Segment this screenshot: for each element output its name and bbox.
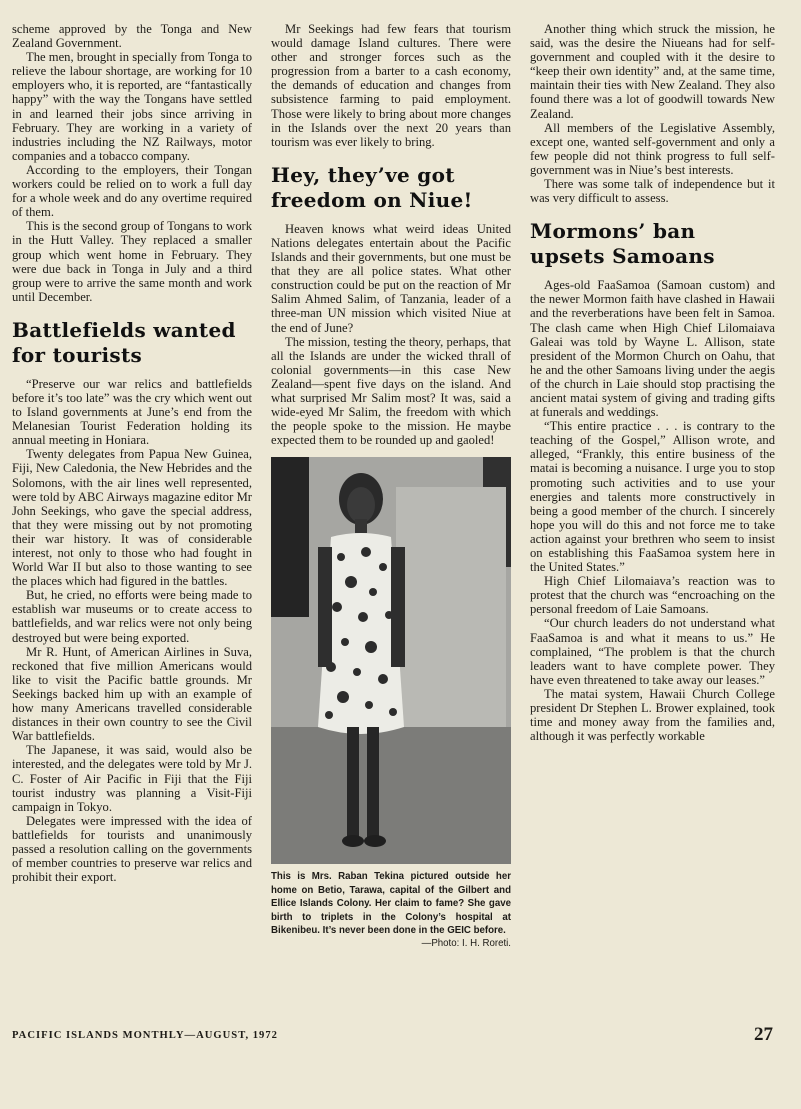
article-paragraph: There was some talk of independence but it was very difficult to assess. bbox=[530, 177, 775, 206]
article-paragraph: The Japanese, it was said, would also be interested, and the delegates were told by Mr J. C. Foster of Air Pacific in Fiji that the Fiji tourist industry was planning a Visit-Fiji campaign in Tokyo. bbox=[12, 743, 252, 814]
article-paragraph: Twenty delegates from Papua New Guinea, Fiji, New Caledonia, the New Hebrides and the Solomons, with the air lines well represented, were told by ABC Airways magazine editor Mr John Seekings, who gave the special address, that they were missing out by not promoting their war history. It was of considerable interest, not only to those who had fought in World War II but also to those wanting to see the places which had figured in the battles. bbox=[12, 447, 252, 589]
headline-mormons: Mormons’ ban upsets Samoans bbox=[530, 219, 715, 269]
footer-publication: PACIFIC ISLANDS MONTHLY—AUGUST, 1972 bbox=[12, 1030, 278, 1041]
article-paragraph: “Preserve our war relics and battlefields before it’s too late” was the cry which went out to Island governments at June’s end from the Melanesian Tourist Federation holding its annual meeting in Honiara. bbox=[12, 376, 252, 448]
article-paragraph: Another thing which struck the mission, he said, was the desire the Niueans had for self-government and coupled with it the desire to “keep their own identity” and, at the same time, maintain their ties with New Zealand. They also found there was a lot of goodwill towards New Zealand. bbox=[530, 22, 775, 121]
article-paragraph: According to the employers, their Tongan workers could be relied on to work a full day for a whole week and do any overtime required of them. bbox=[12, 162, 252, 220]
article-paragraph: Mr R. Hunt, of American Airlines in Suva, reckoned that five million Americans would like to visit the Pacific battle grounds. Mr Seekings backed him up with an example of how many Americans travelled considerable distances in their own country to see the Civil War battlefields. bbox=[12, 644, 252, 744]
photo-caption bbox=[271, 870, 511, 950]
headline-niue: Hey, they’ve got freedom on Niue! bbox=[271, 162, 473, 212]
article-paragraph: Mr Seekings had few fears that tourism would damage Island cultures. There were other and stronger forces such as the progression from a barter to a cash economy, the demands of education and changes from subsistence farming to paid employment. Those were likely to bring about more changes in the Islands over the next 20 years than tourism was ever likely to bring. bbox=[271, 22, 511, 149]
photo-credit: —Photo: I. H. Roreti. bbox=[421, 938, 511, 950]
article-paragraph: Ages-old FaaSamoa (Samoan custom) and the newer Mormon faith have clashed in Hawaii and the reverberations have been felt in Samoa. The clash came when High Chief Lilomaiava Galeai was told by Wayne L. Allison, state president of the Mormon Church on Oahu, that he and the other Samoans living under the aegis of the church in Laie should stop practising the ancient matai system of giving and trading gifts at funerals and weddings. bbox=[530, 278, 775, 420]
headline-battlefields: Battlefields wanted for tourists bbox=[12, 317, 236, 367]
article-paragraph: But, he cried, no efforts were being made to establish war museums or to create access to battlefields, and war relics were not only being destroyed but were being exported. bbox=[12, 588, 252, 645]
article-paragraph: Delegates were impressed with the idea of battlefields for tourists and unanimously passed a resolution calling on the governments of member countries to preserve war relics and prohibit their export. bbox=[12, 813, 252, 885]
article-paragraph: “This entire practice . . . is contrary to the teaching of the Gospel,” Allison wrote, and alleged, “Frankly, this entire business of the matai is becoming a nuisance. I urge you to stop promoting such activities and to use your energies and talents more constructively in being a good member of the church. I sincerely hope you will do this and not force me to take action against your brethren who seem to insist on establishing this FaaSamoa system here in the United States.” bbox=[530, 419, 775, 575]
photo-caption-text: This is Mrs. Raban Tekina pictured outside her home on Betio, Tarawa, capital of the Gilbert and Ellice Islands Colony. Her claim to fame? She gave birth to triplets in the Colony’s hospital at Bikenibeu. It’s never been done in the GEIC before. bbox=[271, 871, 511, 936]
photo-mrs-raban-tekina bbox=[271, 457, 511, 864]
column-2 bbox=[271, 22, 511, 951]
article-paragraph: “Our church leaders do not understand what FaaSamoa is and what it means to us.” He complained, “The problem is that the church leaders want to have complete power. They have even threatened to take away our leases.” bbox=[530, 616, 775, 687]
article-paragraph: All members of the Legislative Assembly, except one, wanted self-government and only a few people did not think progress to full self-government was in Niue’s best interests. bbox=[530, 120, 775, 177]
article-paragraph: High Chief Lilomaiava’s reaction was to protest that the church was “encroaching on the personal freedom of Laie Samoans. bbox=[530, 574, 775, 617]
article-paragraph: The men, brought in specially from Tonga to relieve the labour shortage, are working for 10 employers who, it is reported, are “fantastically happy” with the way the Tongans have settled in and learned their jobs since arriving in February. They are working in a variety of industries including the NZ Railways, motor companies and a tobacco company. bbox=[12, 50, 252, 163]
article-paragraph: scheme approved by the Tonga and New Zealand Government. bbox=[12, 22, 252, 51]
article-paragraph: The mission, testing the theory, perhaps, that all the Islands are under the wicked thrall of colonial governments—in this case New Zealand—spent five days on the island. And what surprised Mr Salim most? It was, said a wide-eyed Mr Salim, the freedom with which the people spoke to the mission. He maybe expected them to be rounded up and gaoled! bbox=[271, 334, 511, 448]
article-paragraph: This is the second group of Tongans to work in the Hutt Valley. They replaced a smaller group which went home in February. They were due back in Tonga in July and a third group were to arrive the same month and work until December. bbox=[12, 219, 252, 304]
column-1 bbox=[12, 22, 252, 884]
column-3 bbox=[530, 22, 775, 743]
page-number: 27 bbox=[754, 1024, 773, 1045]
article-paragraph: Heaven knows what weird ideas United Nations delegates entertain about the Pacific Islands and their governments, but one must be that they are all police states. What other construction could be put on the reaction of Mr Salim Ahmed Salim, of Tanzania, leader of a three-man UN mission which visited Niue at the end of June? bbox=[271, 221, 511, 335]
article-paragraph: The matai system, Hawaii Church College president Dr Stephen L. Brower explained, took time and money away from the families and, although it was perfectly workable bbox=[530, 686, 775, 744]
photo-image bbox=[271, 457, 511, 864]
